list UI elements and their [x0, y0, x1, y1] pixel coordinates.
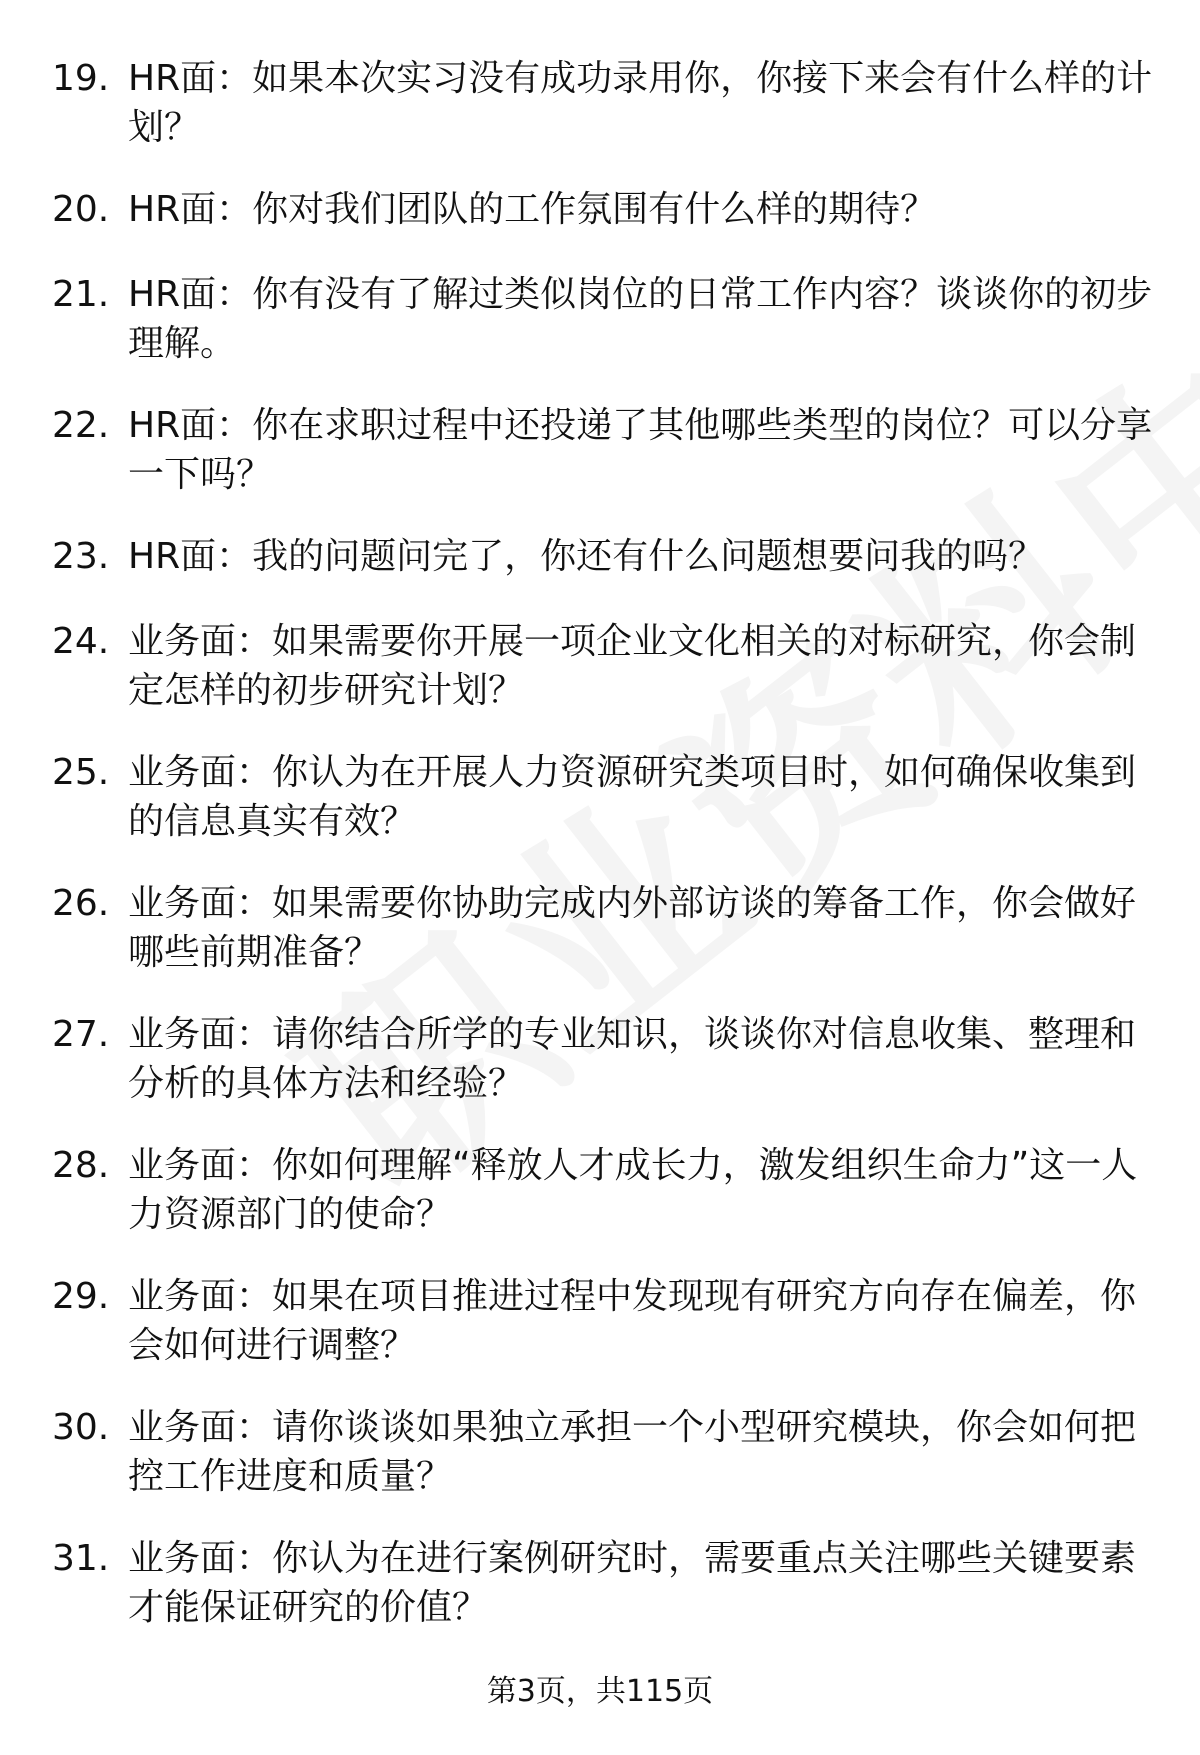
question-text: 业务面：你认为在开展人力资源研究类项目时，如何确保收集到的信息真实有效？ [128, 752, 1137, 842]
list-item [0, 617, 1200, 748]
question-text: 业务面：请你结合所学的专业知识，谈谈你对信息收集、整理和分析的具体方法和经验？ [128, 1014, 1137, 1104]
list-item [0, 54, 1200, 185]
question-text: HR面：你对我们团队的工作氛围有什么样的期待？ [128, 189, 937, 230]
question-text: 业务面：如果需要你协助完成内外部访谈的筹备工作，你会做好哪些前期准备？ [128, 883, 1137, 973]
list-item [0, 879, 1200, 1010]
list-item [0, 748, 1200, 879]
list-item [0, 1403, 1200, 1534]
list-item [0, 1272, 1200, 1403]
question-number: 31. [52, 1538, 110, 1579]
question-number: 19. [52, 58, 110, 99]
question-number: 20. [52, 189, 110, 230]
list-item [0, 270, 1200, 401]
question-text: HR面：如果本次实习没有成功录用你，你接下来会有什么样的计划？ [128, 58, 1153, 148]
question-number: 29. [52, 1276, 110, 1317]
question-text: 业务面：如果需要你开展一项企业文化相关的对标研究，你会制定怎样的初步研究计划？ [128, 621, 1137, 711]
list-item [0, 1010, 1200, 1141]
question-number: 24. [52, 621, 110, 662]
question-number: 22. [52, 405, 110, 446]
list-item [0, 185, 1200, 270]
question-text: 业务面：请你谈谈如果独立承担一个小型研究模块，你会如何把控工作进度和质量？ [128, 1407, 1137, 1497]
question-number: 25. [52, 752, 110, 793]
question-number: 23. [52, 536, 110, 577]
list-item [0, 401, 1200, 532]
list-item [0, 1141, 1200, 1272]
question-list [0, 54, 1200, 1665]
question-number: 27. [52, 1014, 110, 1055]
list-item [0, 532, 1200, 617]
question-text: HR面：你在求职过程中还投递了其他哪些类型的岗位？可以分享一下吗？ [128, 405, 1153, 495]
question-number: 30. [52, 1407, 110, 1448]
question-text: 业务面：你如何理解“释放人才成长力，激发组织生命力”这一人力资源部门的使命？ [128, 1145, 1138, 1235]
question-number: 21. [52, 274, 110, 315]
question-number: 26. [52, 883, 110, 924]
page-footer: 第3页，共115页 [486, 1674, 714, 1709]
question-text: 业务面：如果在项目推进过程中发现现有研究方向存在偏差，你会如何进行调整？ [128, 1276, 1137, 1366]
question-text: HR面：你有没有了解过类似岗位的日常工作内容？谈谈你的初步理解。 [128, 274, 1153, 364]
question-number: 28. [52, 1145, 110, 1186]
question-text: 业务面：你认为在进行案例研究时，需要重点关注哪些关键要素才能保证研究的价值？ [128, 1538, 1137, 1628]
list-item [0, 1534, 1200, 1665]
question-text: HR面：我的问题问完了，你还有什么问题想要问我的吗？ [128, 536, 1045, 577]
